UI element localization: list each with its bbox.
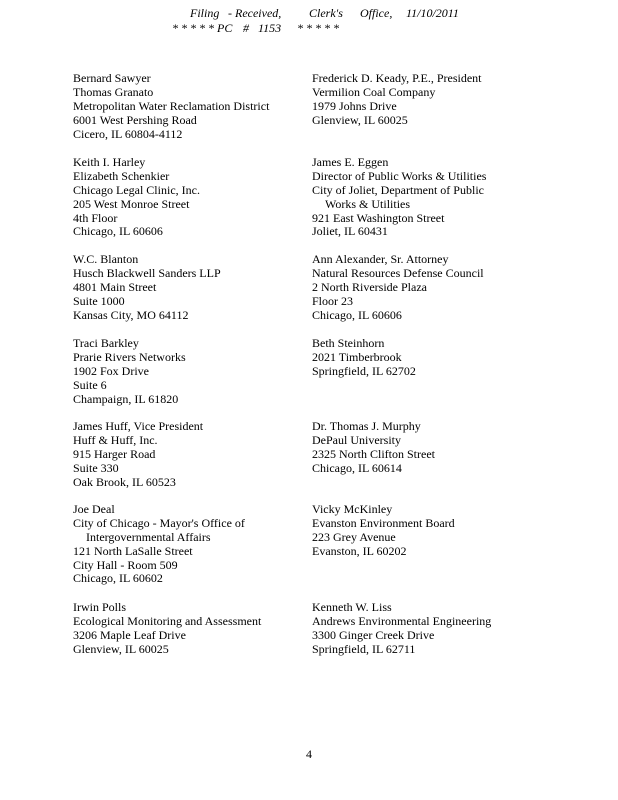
address-entry xyxy=(312,156,557,239)
address-line: Irwin Polls xyxy=(73,600,127,614)
address-line: 223 Grey Avenue xyxy=(312,529,396,544)
address-line: 1902 Fox Drive xyxy=(73,363,149,378)
address-line: Elizabeth Schenkier xyxy=(73,168,170,183)
address-line: Joliet, IL 60431 xyxy=(312,224,388,239)
address-line: Traci Barkley xyxy=(73,336,139,350)
address-line: Vermilion Coal Company xyxy=(312,84,436,99)
address-line: Champaign, IL 61820 xyxy=(73,391,179,406)
address-line: Bernard Sawyer xyxy=(73,71,151,85)
header-date: 11/10/2011 xyxy=(406,6,459,20)
address-line: Keith I. Harley xyxy=(73,155,146,169)
address-entry xyxy=(73,503,318,586)
address-line: Glenview, IL 60025 xyxy=(73,641,169,656)
address-line: Chicago Legal Clinic, Inc. xyxy=(73,182,200,197)
address-line: Springfield, IL 62711 xyxy=(312,641,416,656)
address-line: 2021 Timberbrook xyxy=(312,349,402,364)
address-line: Chicago, IL 60602 xyxy=(73,571,163,586)
address-line: Natural Resources Defense Council xyxy=(312,265,484,280)
header-office: Office, xyxy=(360,6,393,20)
address-line: 3206 Maple Leaf Drive xyxy=(73,627,186,642)
address-line: 1979 Johns Drive xyxy=(312,98,397,113)
address-line: Chicago, IL 60606 xyxy=(312,307,402,322)
address-line: 915 Harger Road xyxy=(73,446,156,461)
header-clerks: Clerk's xyxy=(309,6,343,20)
address-line: Floor 23 xyxy=(312,293,354,308)
address-line: Joe Deal xyxy=(73,502,115,516)
address-line: Suite 6 xyxy=(73,377,107,392)
address-line: City Hall - Room 509 xyxy=(73,557,178,572)
address-line: Suite 1000 xyxy=(73,293,125,308)
header-received: - Received, xyxy=(228,6,282,20)
address-line: Frederick D. Keady, P.E., President xyxy=(312,71,482,85)
header-hash: # xyxy=(243,21,249,35)
address-line: Kenneth W. Liss xyxy=(312,600,392,614)
address-line: Thomas Granato xyxy=(73,84,154,99)
address-entry xyxy=(73,337,318,406)
address-line: Dr. Thomas J. Murphy xyxy=(312,419,421,433)
address-line: Springfield, IL 62702 xyxy=(312,363,416,378)
address-line: Ecological Monitoring and Assessment xyxy=(73,613,262,628)
address-line: Beth Steinhorn xyxy=(312,336,385,350)
address-line: Works & Utilities xyxy=(325,196,411,211)
address-line: 4th Floor xyxy=(73,210,118,225)
address-line: James E. Eggen xyxy=(312,155,389,169)
header-pc-number: 1153 xyxy=(258,21,282,35)
address-line: City of Chicago - Mayor's Office of xyxy=(73,515,245,530)
address-line: Glenview, IL 60025 xyxy=(312,112,408,127)
address-entry xyxy=(73,72,318,141)
address-entry xyxy=(73,156,318,239)
address-line: Evanston, IL 60202 xyxy=(312,543,407,558)
address-line: Huff & Huff, Inc. xyxy=(73,432,158,447)
address-line: 4801 Main Street xyxy=(73,279,157,294)
address-entry xyxy=(73,253,318,322)
address-line: 205 West Monroe Street xyxy=(73,196,190,211)
address-line: Metropolitan Water Reclamation District xyxy=(73,98,270,113)
address-line: Andrews Environmental Engineering xyxy=(312,613,492,628)
address-entry xyxy=(73,420,318,489)
address-line: Intergovernmental Affairs xyxy=(86,529,211,544)
address-entry xyxy=(312,253,557,322)
address-entry xyxy=(312,601,557,657)
address-line: DePaul University xyxy=(312,432,401,447)
address-line: 921 East Washington Street xyxy=(312,210,445,225)
address-line: 3300 Ginger Creek Drive xyxy=(312,627,435,642)
page-number: 4 xyxy=(306,747,312,761)
address-line: Chicago, IL 60614 xyxy=(312,460,402,475)
address-entry xyxy=(312,337,557,379)
address-line: Suite 330 xyxy=(73,460,119,475)
address-line: Chicago, IL 60606 xyxy=(73,224,163,239)
address-line: Cicero, IL 60804-4112 xyxy=(73,126,183,141)
address-entry xyxy=(312,420,557,476)
header-filing: Filing xyxy=(190,6,220,20)
address-line: Kansas City, MO 64112 xyxy=(73,307,189,322)
address-line: W.C. Blanton xyxy=(73,252,139,266)
address-entry xyxy=(312,503,557,559)
address-line: Oak Brook, IL 60523 xyxy=(73,474,176,489)
address-line: City of Joliet, Department of Public xyxy=(312,182,484,197)
address-line: Husch Blackwell Sanders LLP xyxy=(73,265,221,280)
header-stars-right: * * * * * xyxy=(297,21,339,35)
header-stars-left: * * * * * PC xyxy=(172,21,233,35)
address-line: 121 North LaSalle Street xyxy=(73,543,193,558)
address-entry xyxy=(73,601,318,657)
address-line: Director of Public Works & Utilities xyxy=(312,168,487,183)
address-line: James Huff, Vice President xyxy=(73,419,204,433)
address-line: Evanston Environment Board xyxy=(312,515,455,530)
address-line: Ann Alexander, Sr. Attorney xyxy=(312,252,449,266)
address-line: Vicky McKinley xyxy=(312,502,393,516)
address-line: 2325 North Clifton Street xyxy=(312,446,435,461)
address-line: Prarie Rivers Networks xyxy=(73,349,186,364)
address-entry xyxy=(312,72,557,128)
address-line: 6001 West Pershing Road xyxy=(73,112,197,127)
address-line: 2 North Riverside Plaza xyxy=(312,279,427,294)
